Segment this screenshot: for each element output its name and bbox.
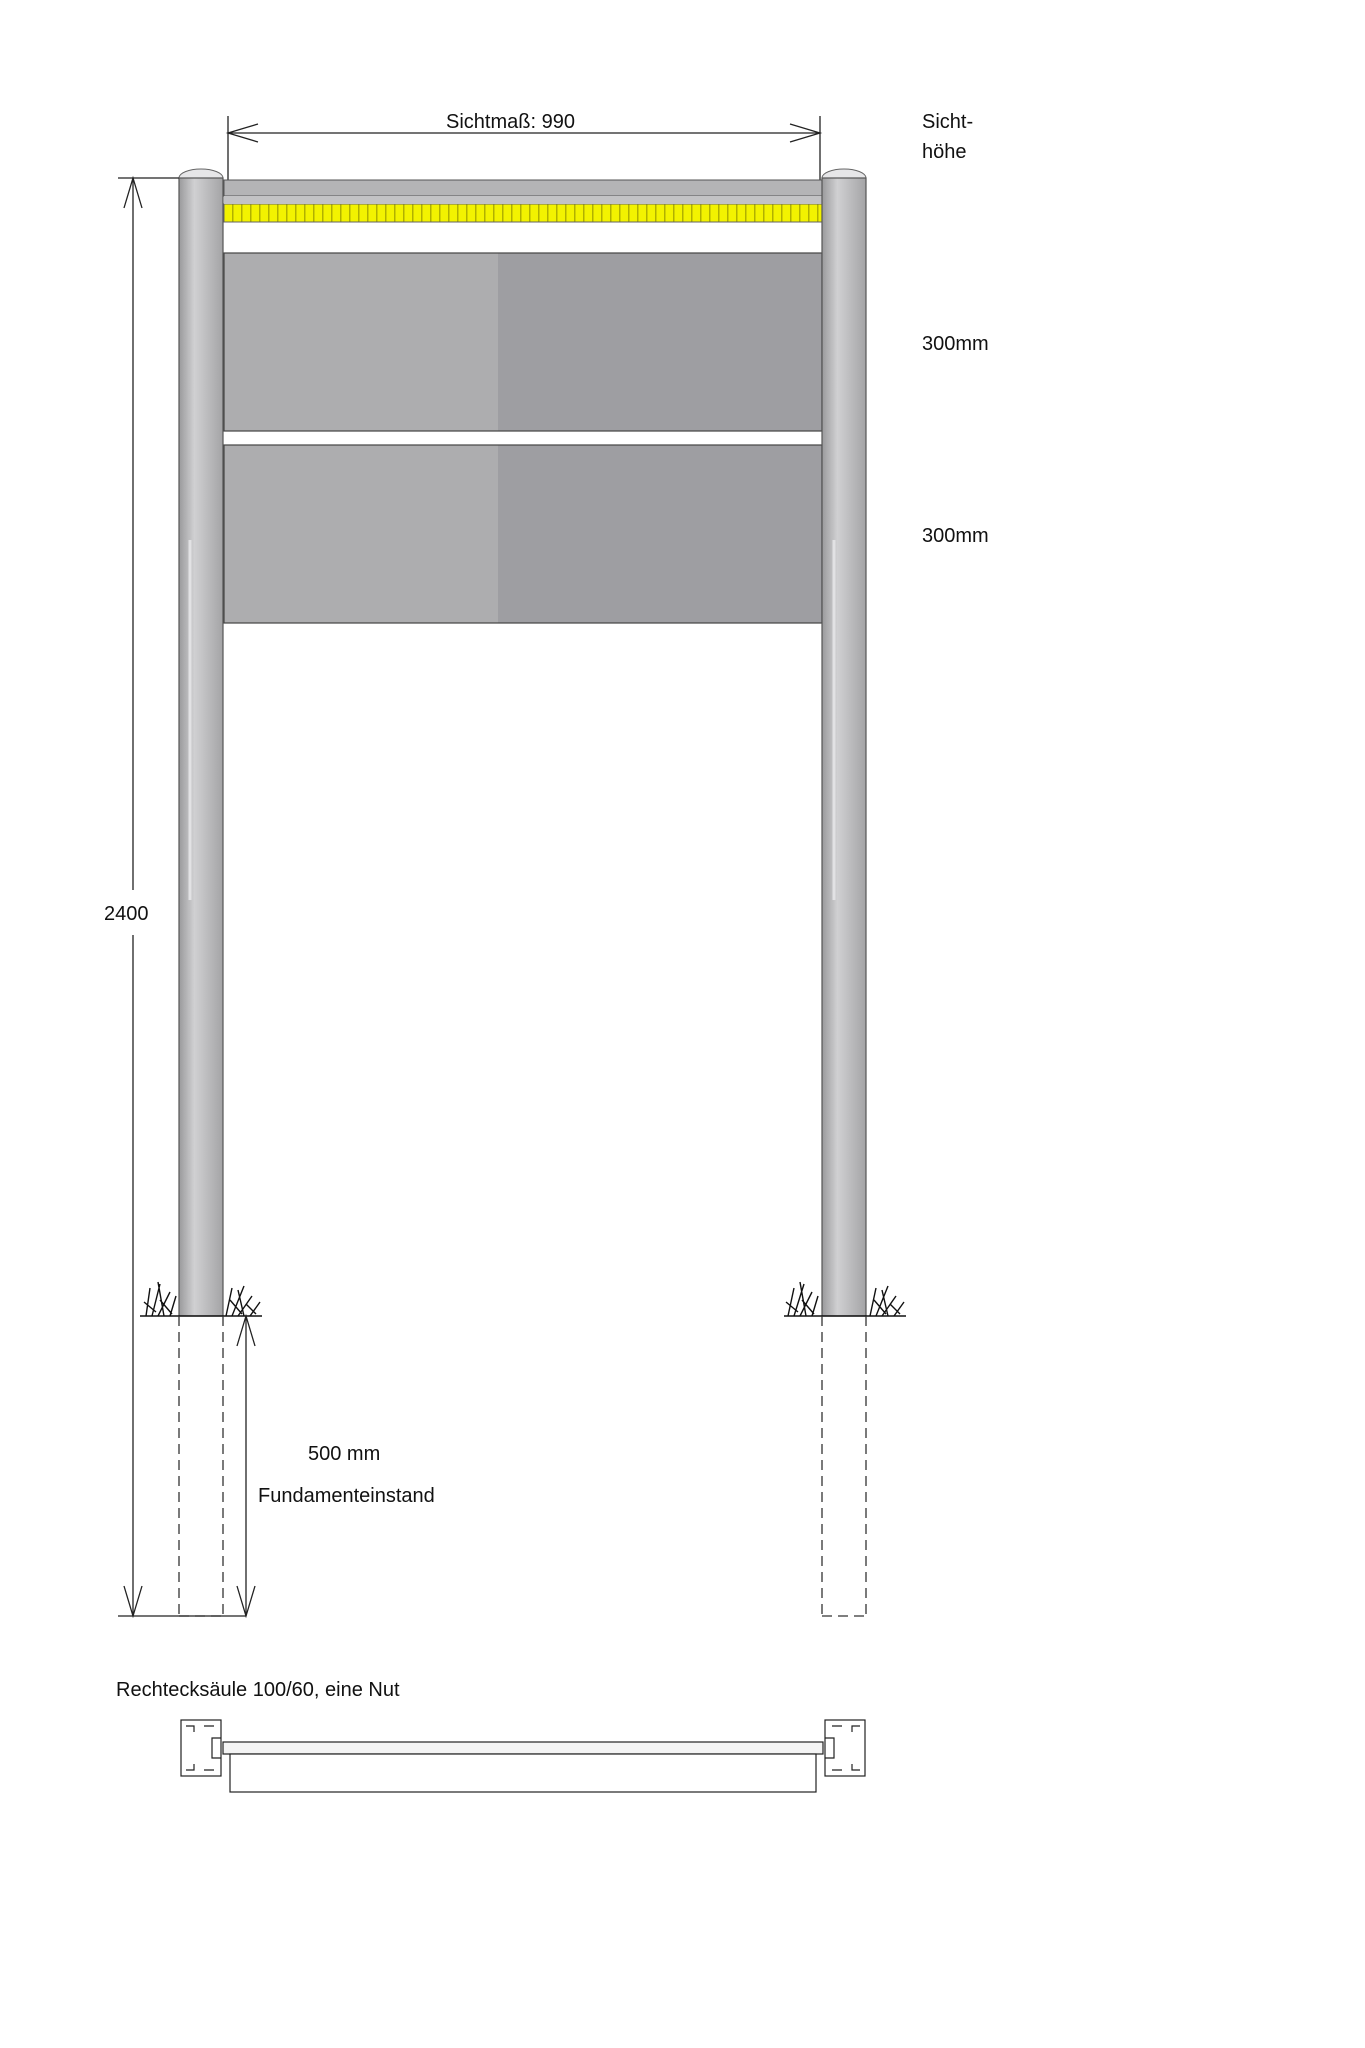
foundation-depth-dimension	[237, 1316, 255, 1616]
sign-panel-1	[224, 253, 822, 431]
total-height-label: 2400	[104, 903, 149, 925]
sight-height-label-line2: höhe	[922, 141, 967, 163]
left-post	[179, 169, 223, 1316]
sight-height-label-line1: Sicht-	[922, 111, 974, 133]
profile-cross-section	[181, 1720, 865, 1792]
led-strip	[224, 204, 824, 222]
right-post	[822, 169, 866, 1316]
foundation-left	[179, 1316, 223, 1616]
top-rail	[224, 180, 824, 222]
foundation-label: Fundamenteinstand	[258, 1485, 435, 1507]
profile-caption: Rechtecksäule 100/60, eine Nut	[116, 1679, 400, 1701]
foundation-depth-label: 500 mm	[308, 1443, 381, 1465]
width-dimension-label: Sichtmaß: 990	[446, 111, 575, 133]
sign-panel-2	[224, 445, 822, 623]
panel-2-height-label: 300mm	[922, 525, 989, 547]
panel-1-height-label: 300mm	[922, 333, 989, 355]
foundation-right	[822, 1316, 866, 1616]
